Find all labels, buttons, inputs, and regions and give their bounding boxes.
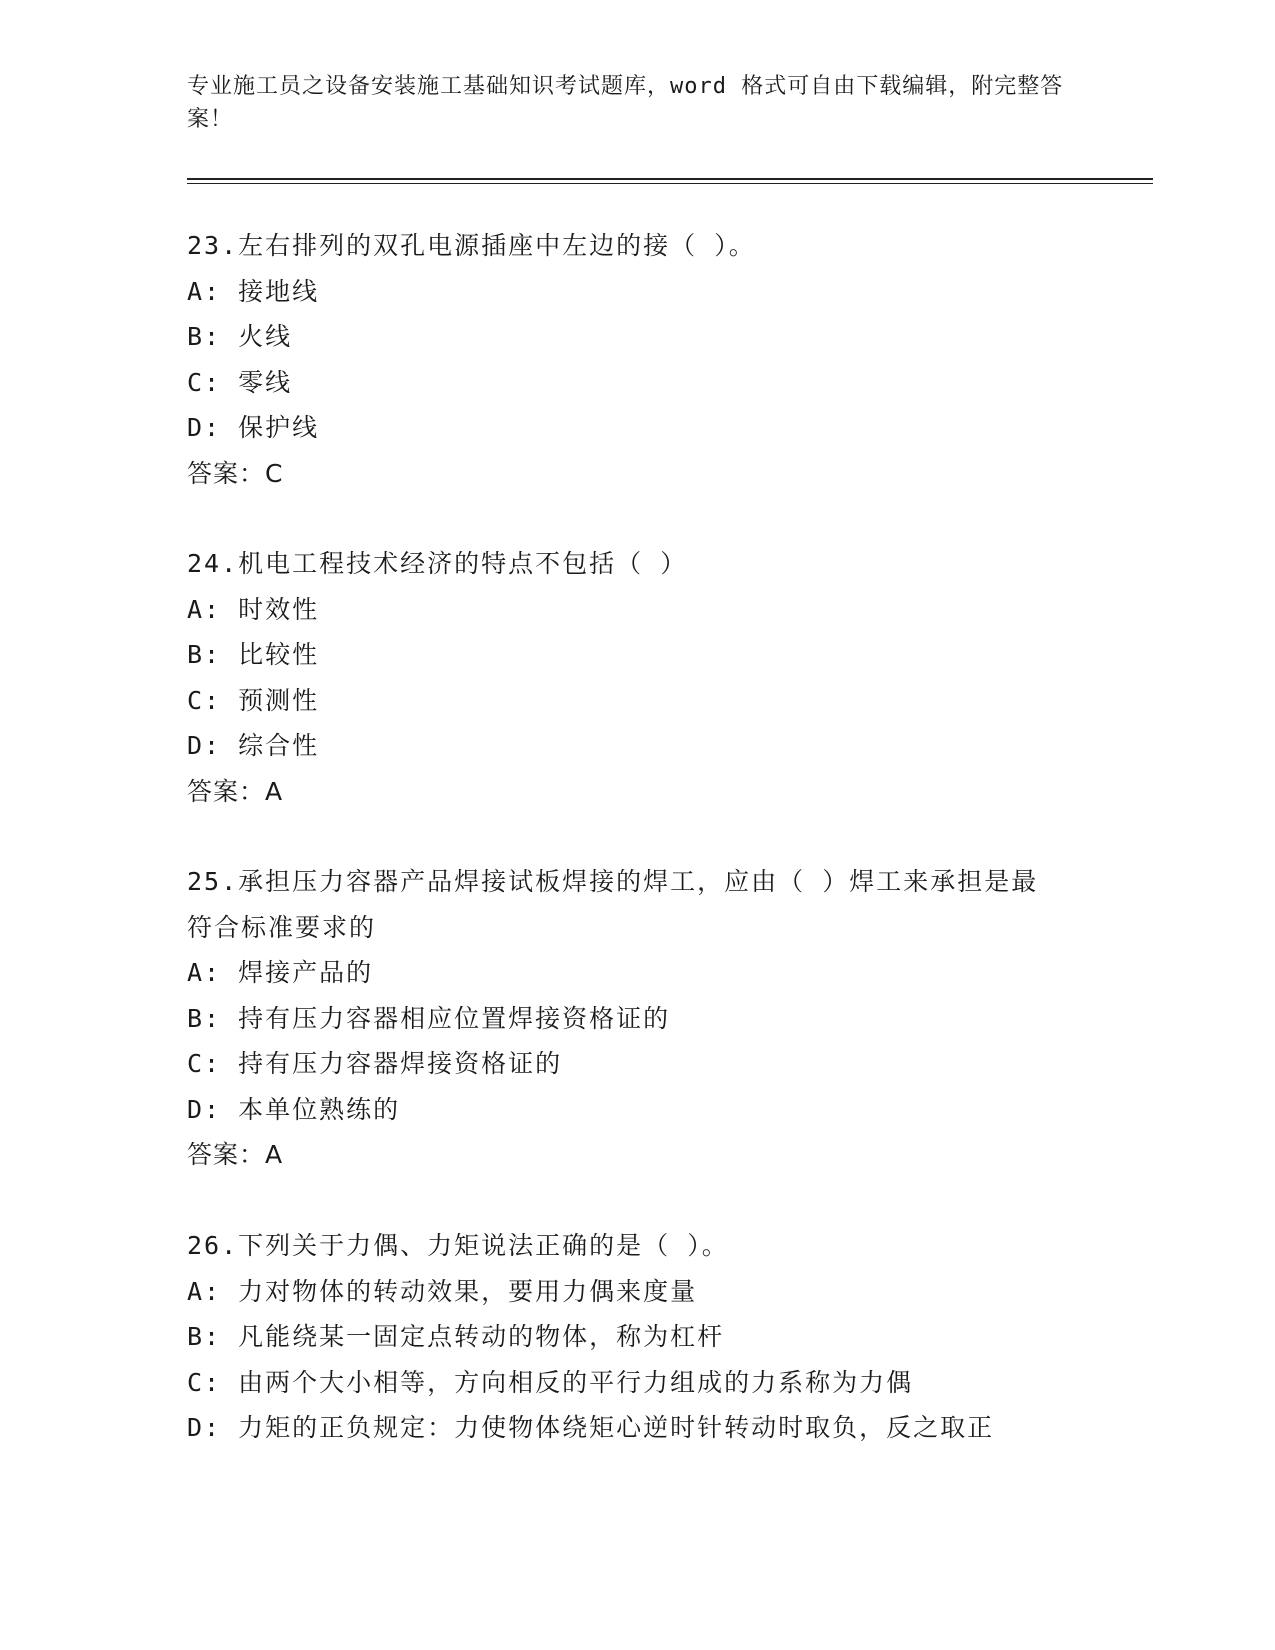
option-a: A: 接地线 xyxy=(187,276,320,306)
question-24 xyxy=(187,541,1087,814)
option-b: B: 持有压力容器相应位置焊接资格证的 xyxy=(187,1003,671,1033)
option-b: B: 比较性 xyxy=(187,640,320,669)
document-header: 专业施工员之设备安装施工基础知识考试题库，word 格式可自由下载编辑，附完整答案！ xyxy=(187,74,1064,132)
header-divider-thin xyxy=(187,183,1153,184)
question-stem: 26.下列关于力偶、力矩说法正确的是（ ）。 xyxy=(187,1231,729,1260)
question-stem: 24.机电工程技术经济的特点不包括（ ） xyxy=(187,549,688,578)
option-c: C: 由两个大小相等，方向相反的平行力组成的力系称为力偶 xyxy=(187,1367,914,1397)
option-d: D: 保护线 xyxy=(187,413,320,442)
question-23 xyxy=(187,223,1087,496)
option-a: A: 焊接产品的 xyxy=(187,958,374,987)
header-divider-thick xyxy=(187,178,1153,180)
option-a: A: 力对物体的转动效果，要用力偶来度量 xyxy=(187,1276,698,1306)
option-c: C: 零线 xyxy=(187,367,293,397)
option-d: D: 本单位熟练的 xyxy=(187,1094,401,1124)
question-25 xyxy=(187,859,1087,1178)
question-stem: 25.承担压力容器产品焊接试板焊接的焊工，应由（ ）焊工来承担是最符合标准要求的 xyxy=(187,867,1039,942)
question-26 xyxy=(187,1223,1087,1451)
option-d: D: 力矩的正负规定：力使物体绕矩心逆时针转动时取负，反之取正 xyxy=(187,1413,995,1442)
option-b: B: 火线 xyxy=(187,322,293,351)
option-c: C: 持有压力容器焊接资格证的 xyxy=(187,1049,563,1078)
option-b: B: 凡能绕某一固定点转动的物体，称为杠杆 xyxy=(187,1322,725,1351)
option-c: C: 预测性 xyxy=(187,685,320,715)
answer: 答案：A xyxy=(187,1140,284,1169)
option-d: D: 综合性 xyxy=(187,731,320,760)
option-a: A: 时效性 xyxy=(187,594,320,624)
question-stem: 23.左右排列的双孔电源插座中左边的接（ ）。 xyxy=(187,231,756,260)
answer: 答案：C xyxy=(187,458,284,488)
answer: 答案：A xyxy=(187,776,284,806)
